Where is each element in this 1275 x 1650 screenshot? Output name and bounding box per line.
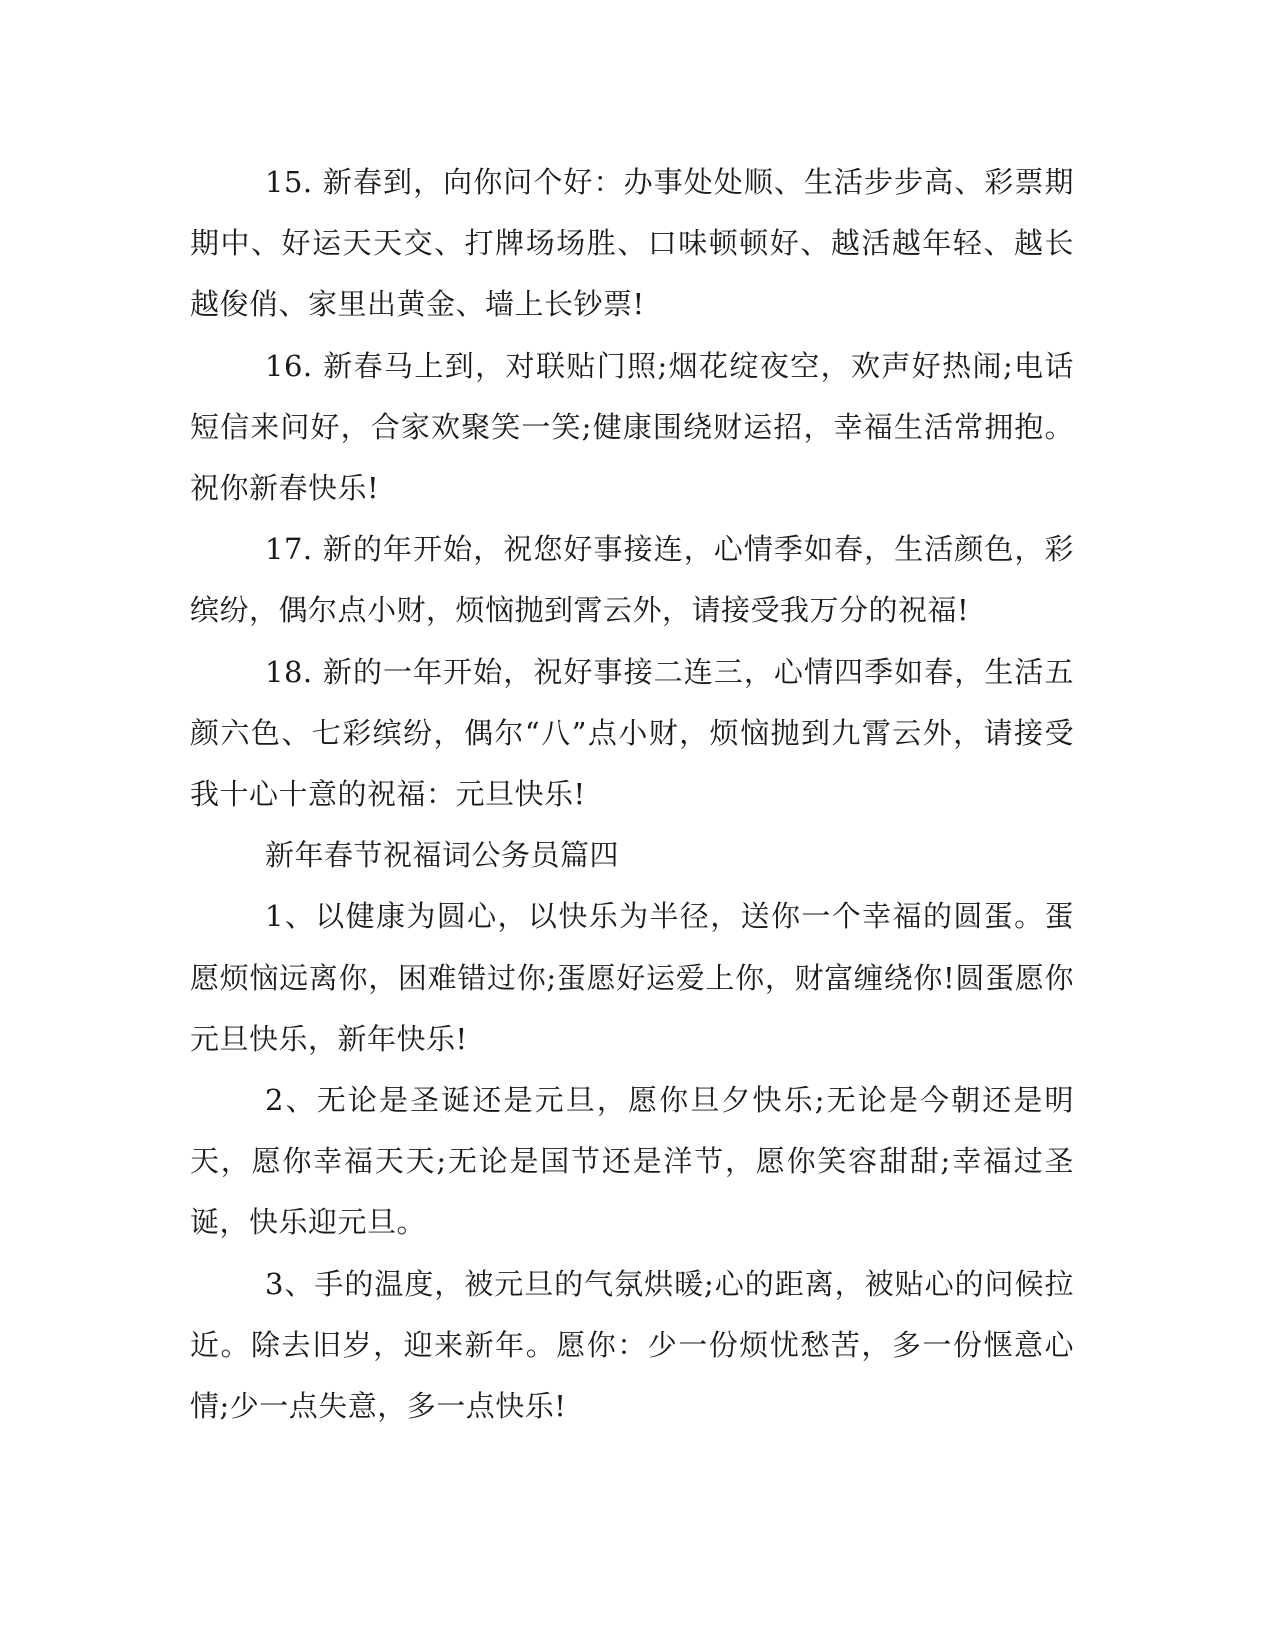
document-body bbox=[190, 152, 1074, 1437]
paragraph-18: 18. 新的一年开始，祝好事接二连三，心情四季如春，生活五颜六色、七彩缤纷，偶尔“八”点小财，烦恼抛到九霄云外，请接受我十心十意的祝福：元旦快乐! bbox=[190, 654, 1074, 812]
section-heading: 新年春节祝福词公务员篇四 bbox=[265, 838, 620, 873]
paragraph-16: 16. 新春马上到，对联贴门照;烟花绽夜空，欢声好热闹;电话短信来问好，合家欢聚笑一笑;健康围绕财运招，幸福生活常拥抱。祝你新春快乐! bbox=[190, 348, 1074, 506]
section-paragraph-3: 3、手的温度，被元旦的气氛烘暖;心的距离，被贴心的问候拉近。除去旧岁，迎来新年。愿你：少一份烦忧愁苦，多一份惬意心情;少一点失意，多一点快乐! bbox=[190, 1266, 1074, 1424]
paragraph-17: 17. 新的年开始，祝您好事接连，心情季如春，生活颜色，彩缤纷，偶尔点小财，烦恼抛到霄云外，请接受我万分的祝福! bbox=[190, 532, 1074, 628]
paragraph-15: 15. 新春到，向你问个好：办事处处顺、生活步步高、彩票期期中、好运天天交、打牌场场胜、口味顿顿好、越活越年轻、越长越俊俏、家里出黄金、墙上长钞票! bbox=[190, 165, 1074, 322]
section-paragraph-2: 2、无论是圣诞还是元旦，愿你旦夕快乐;无论是今朝还是明天，愿你幸福天天;无论是国节还是洋节，愿你笑容甜甜;幸福过圣诞，快乐迎元旦。 bbox=[190, 1083, 1074, 1240]
section-paragraph-1: 1、以健康为圆心，以快乐为半径，送你一个幸福的圆蛋。蛋愿烦恼远离你，困难错过你;蛋愿好运爱上你，财富缠绕你!圆蛋愿你元旦快乐，新年快乐! bbox=[190, 899, 1074, 1056]
